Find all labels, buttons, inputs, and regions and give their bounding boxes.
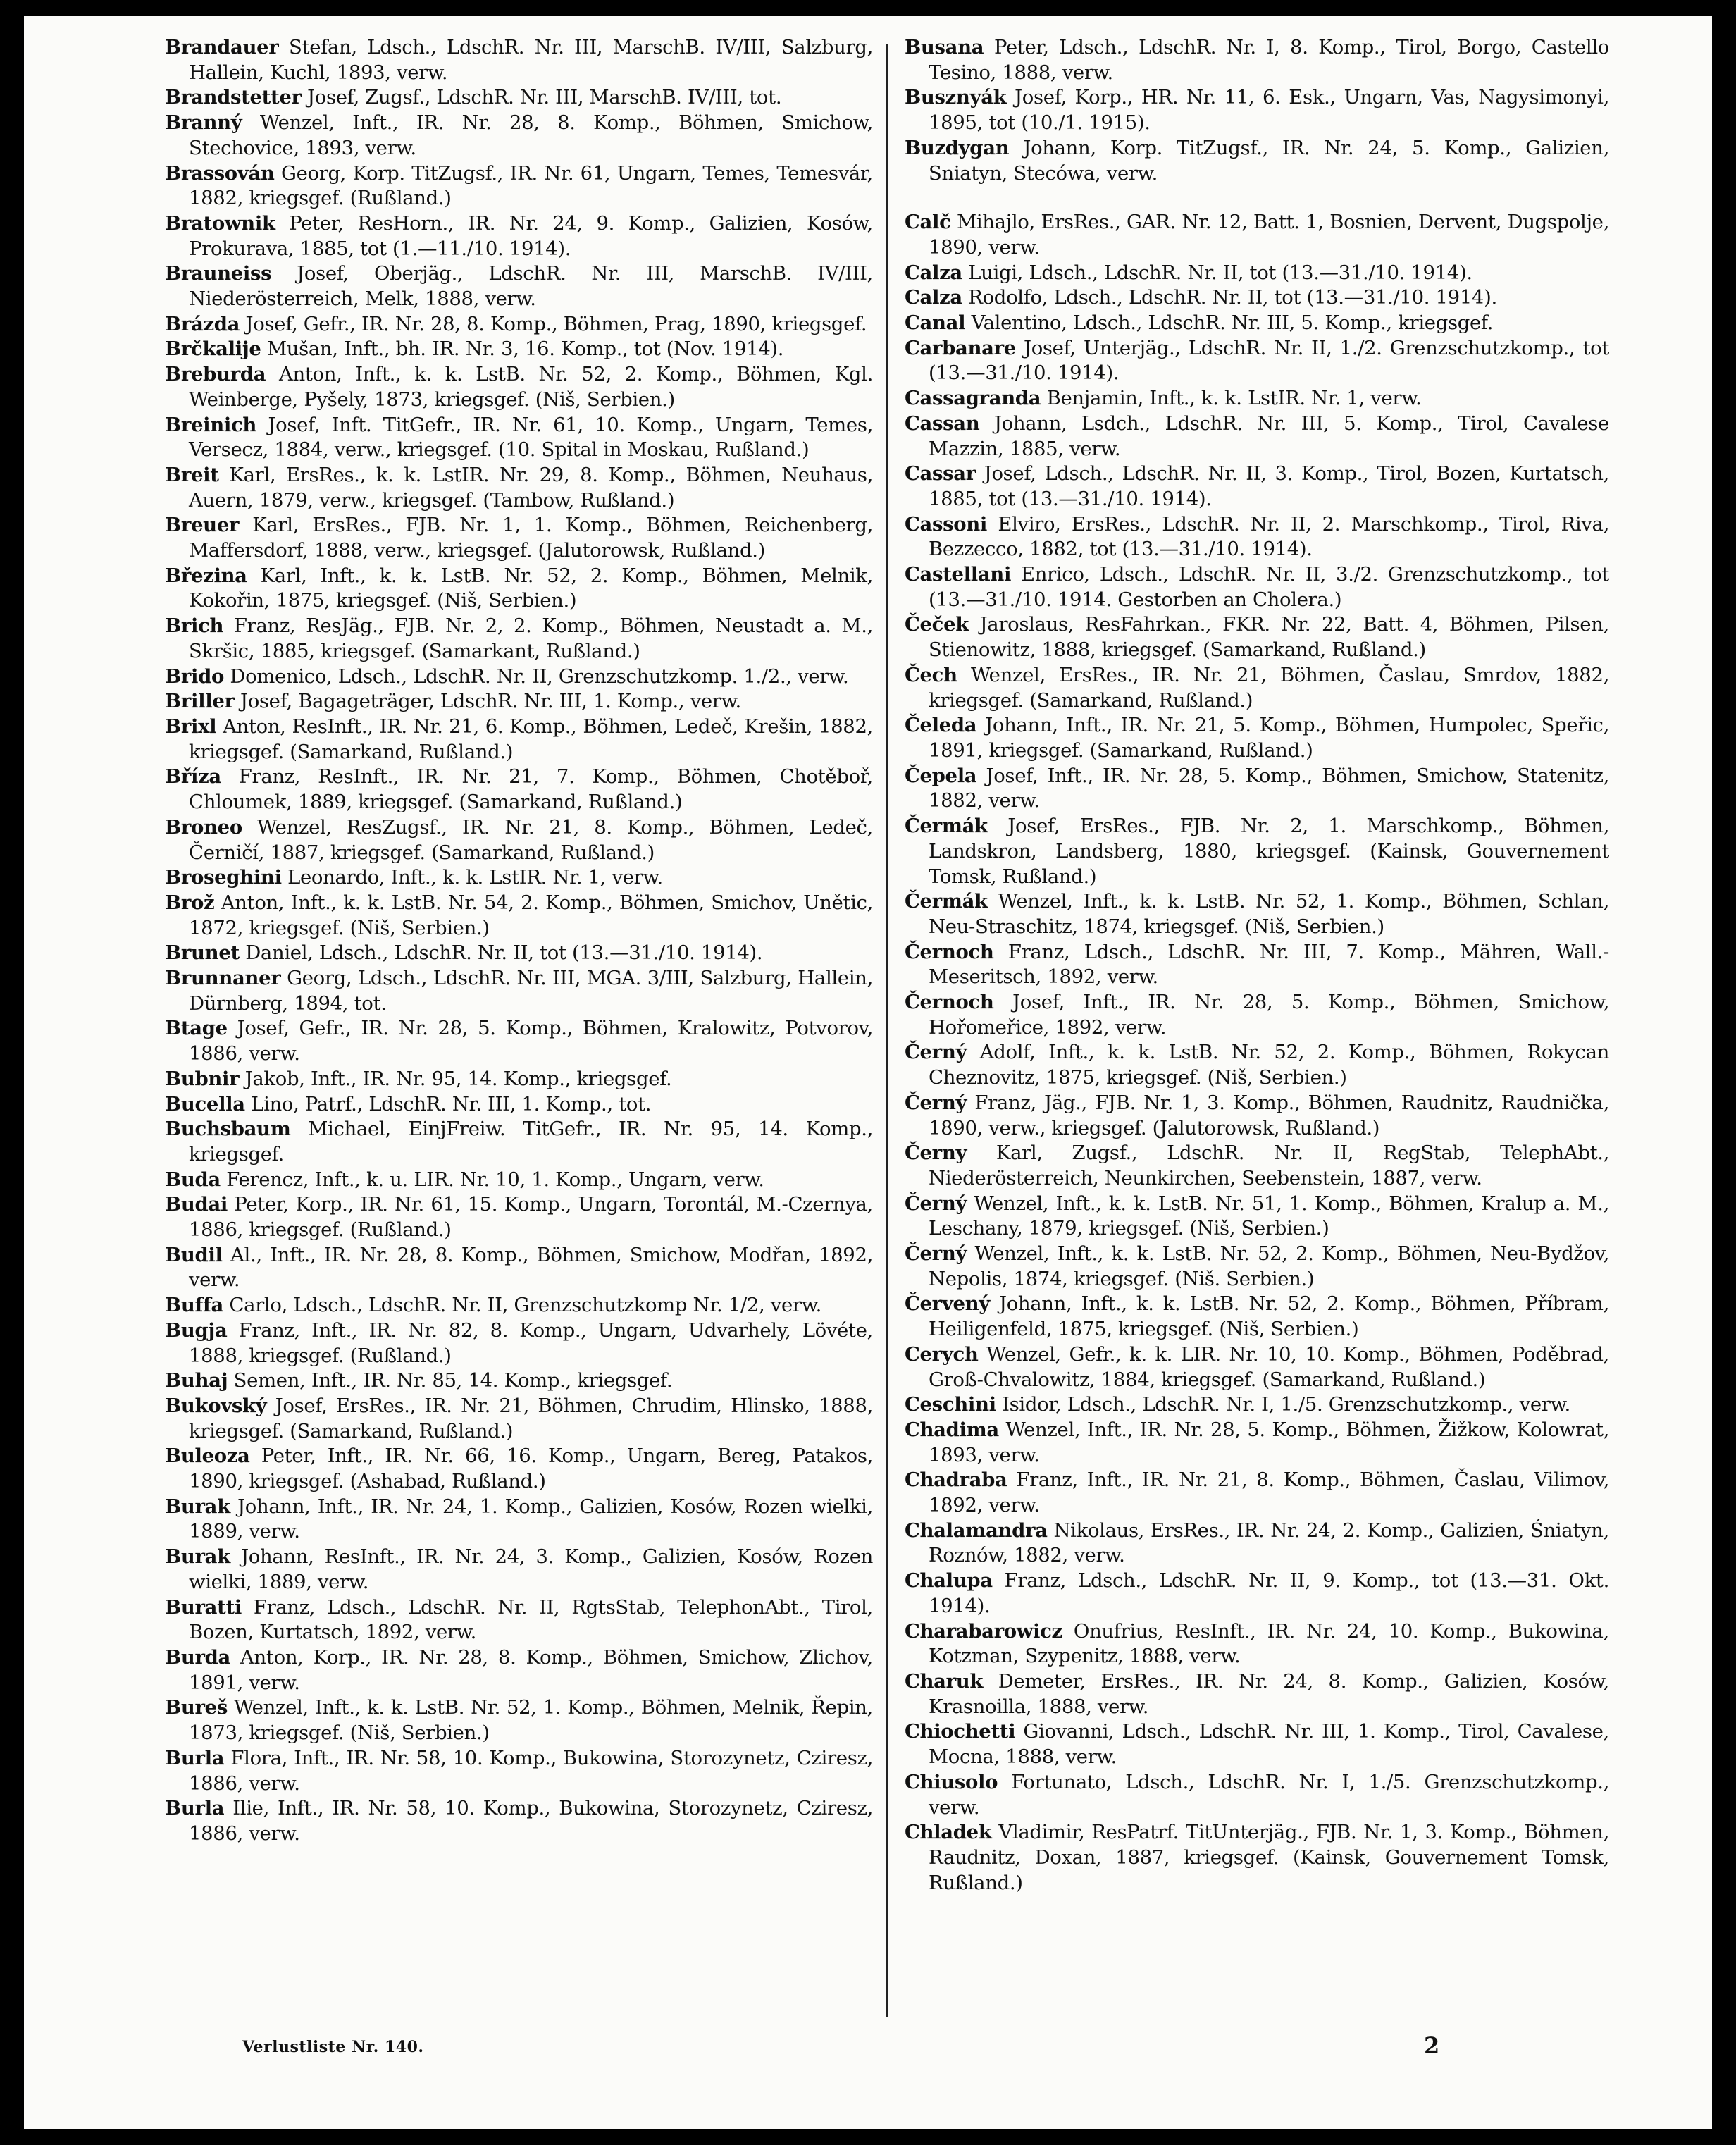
surname: Cassan (905, 412, 980, 435)
casualty-entry (165, 1394, 873, 1444)
entry-details: Ilie, Inft., IR. Nr. 58, 10. Komp., Bukowina, Storozynetz, Cziresz, 1886, verw. (189, 1797, 873, 1845)
casualty-entry (905, 663, 1609, 713)
surname: Černoch (905, 991, 994, 1014)
surname: Brandauer (165, 36, 279, 58)
casualty-entry (905, 764, 1609, 814)
casualty-entry (165, 815, 873, 865)
casualty-entry (165, 1168, 873, 1193)
surname: Brázda (165, 312, 240, 335)
surname: Brčkalije (165, 338, 261, 361)
casualty-entry (905, 285, 1609, 311)
entry-details: Karl, Zugsf., LdschR. Nr. II, RegStab, TelephAbt., Niederösterreich, Neunkirchen, Seebenstein, 1887, verw. (929, 1142, 1609, 1189)
casualty-entry (165, 1117, 873, 1167)
casualty-entry (905, 35, 1609, 85)
entry-details: Semen, Inft., IR. Nr. 85, 14. Komp., kriegsgef. (233, 1369, 673, 1392)
casualty-entry (905, 311, 1609, 336)
entry-details: Leonardo, Inft., k. k. LstIR. Nr. 1, verw. (287, 866, 663, 889)
surname: Burak (165, 1495, 230, 1518)
entry-details: Nikolaus, ErsRes., IR. Nr. 24, 2. Komp., Galizien, Śniatyn, Roznów, 1882, verw. (929, 1519, 1609, 1567)
entry-details: Michael, EinjFreiw. TitGefr., IR. Nr. 95, 14. Komp., kriegsgef. (189, 1118, 873, 1166)
entry-details: Peter, Korp., IR. Nr. 61, 15. Komp., Ungarn, Torontál, M.-Czernya, 1886, kriegsgef. (Rußland.) (189, 1193, 873, 1242)
casualty-entry (905, 990, 1609, 1040)
entry-details: Wenzel, Inft., k. k. LstB. Nr. 52, 1. Komp., Böhmen, Melnik, Řepin, 1873, kriegsgef. (Niš, Serbien.) (189, 1696, 873, 1745)
casualty-entry (905, 261, 1609, 286)
surname: Bugja (165, 1318, 228, 1342)
casualty-entry (905, 1141, 1609, 1191)
surname: Burda (165, 1646, 231, 1669)
entry-details: Flora, Inft., IR. Nr. 58, 10. Komp., Bukowina, Storozynetz, Cziresz, 1886, verw. (189, 1746, 873, 1795)
casualty-entry (905, 1342, 1609, 1392)
surname: Calza (905, 261, 962, 284)
surname: Busznyák (905, 86, 1007, 109)
surname: Buchsbaum (165, 1118, 291, 1141)
entry-details: Josef, Bagageträger, LdschR. Nr. III, 1. Komp., verw. (240, 690, 741, 713)
entry-details: Franz, Inft., IR. Nr. 82, 8. Komp., Ungarn, Udvarhely, Lövéte, 1888, kriegsgef. (Rußland.) (189, 1318, 873, 1367)
entry-details: Karl, Inft., k. k. LstB. Nr. 52, 2. Komp., Böhmen, Melnik, Kokořin, 1875, kriegsgef. (Niš, Serbien.) (189, 564, 873, 612)
casualty-entry (165, 211, 873, 261)
entry-details: Franz, ResJäg., FJB. Nr. 2, 2. Komp., Böhmen, Neustadt a. M., Skršic, 1885, kriegsgef. (Samarkant, Rußland.) (189, 614, 873, 662)
entry-details: Franz, Ldsch., LdschR. Nr. II, 9. Komp., tot (13.—31. Okt. 1914). (929, 1569, 1609, 1617)
surname: Charabarowicz (905, 1619, 1062, 1643)
casualty-entry (905, 1192, 1609, 1242)
casualty-entry (165, 1595, 873, 1645)
entry-details: Georg, Ldsch., LdschR. Nr. III, MGA. 3/III, Salzburg, Hallein, Dürnberg, 1894, tot. (189, 967, 873, 1015)
casualty-entry (165, 614, 873, 664)
entry-details: Johann, Inft., IR. Nr. 21, 5. Komp., Böhmen, Humpolec, Speřic, 1891, kriegsgef. (Samarkand, Rußland.) (929, 714, 1609, 762)
entry-details: Enrico, Ldsch., LdschR. Nr. II, 3./2. Grenzschutzkomp., tot (13.—31./10. 1914. Gestorben an Cholera.) (929, 563, 1609, 611)
entry-details: Onufrius, ResInft., IR. Nr. 24, 10. Komp., Bukowina, Kotzman, Szypenitz, 1888, verw. (929, 1619, 1609, 1668)
surname: Broseghini (165, 866, 282, 889)
surname: Černoch (905, 940, 994, 963)
column-divider (886, 44, 888, 2017)
surname: Budil (165, 1243, 223, 1266)
surname: Branný (165, 111, 242, 135)
entry-details: Karl, ErsRes., k. k. LstIR. Nr. 29, 8. Komp., Böhmen, Neuhaus, Auern, 1879, verw., kriegsgef. (Tambow, Rußland.) (189, 463, 873, 512)
surname: Brunet (165, 941, 240, 965)
entry-details: Peter, Ldsch., LdschR. Nr. I, 8. Komp., Tirol, Borgo, Castello Tesino, 1888, verw. (929, 36, 1609, 84)
entry-details: Karl, ErsRes., FJB. Nr. 1, 1. Komp., Böhmen, Reichenberg, Maffersdorf, 1888, verw., kriegsgef. (Jalutorowsk, Rußland.) (189, 514, 873, 562)
entry-details: Anton, Inft., k. k. LstB. Nr. 54, 2. Komp., Böhmen, Smichov, Unětic, 1872, kriegsgef. (Niš, Serbien.) (189, 891, 873, 939)
surname: Burla (165, 1797, 225, 1820)
casualty-entry (165, 1545, 873, 1595)
entry-details: Josef, Oberjäg., LdschR. Nr. III, MarschB. IV/III, Niederösterreich, Melk, 1888, verw. (189, 262, 873, 311)
surname: Cerych (905, 1342, 979, 1366)
surname: Buratti (165, 1595, 242, 1619)
entry-details: Wenzel, Inft., IR. Nr. 28, 8. Komp., Böhmen, Smichow, Stechovice, 1893, verw. (189, 111, 873, 159)
surname: Burla (165, 1746, 225, 1769)
casualty-entry (165, 1695, 873, 1745)
entry-details: Benjamin, Inft., k. k. LstIR. Nr. 1, verw. (1046, 387, 1422, 410)
casualty-entry (905, 412, 1609, 462)
surname: Buffa (165, 1294, 223, 1317)
casualty-entry (165, 1192, 873, 1242)
casualty-entry (165, 1092, 873, 1118)
entry-details: Daniel, Ldsch., LdschR. Nr. II, tot (13.—31./10. 1914). (245, 941, 763, 965)
entry-details: Wenzel, ErsRes., IR. Nr. 21, Böhmen, Časlau, Smrdov, 1882, kriegsgef. (Samarkand, Rußland.) (929, 663, 1609, 712)
surname: Chiusolo (905, 1770, 998, 1793)
entry-details: Josef, Korp., HR. Nr. 11, 6. Esk., Ungarn, Vas, Nagysimonyi, 1895, tot (10./1. 1915). (929, 86, 1609, 135)
casualty-entry (905, 1392, 1609, 1418)
entry-details: Josef, Inft., IR. Nr. 28, 5. Komp., Böhmen, Smichow, Statenitz, 1882, verw. (929, 764, 1609, 812)
entry-details: Isidor, Ldsch., LdschR. Nr. I, 1./5. Grenzschutzkomp., verw. (1002, 1393, 1570, 1416)
entry-details: Giovanni, Ldsch., LdschR. Nr. III, 1. Komp., Tirol, Cavalese, Mocna, 1888, verw. (929, 1720, 1609, 1769)
entry-details: Peter, ResHorn., IR. Nr. 24, 9. Komp., Galizien, Kosów, Prokurava, 1885, tot (1.—11./10. 1914). (189, 211, 873, 260)
surname: Buhaj (165, 1369, 228, 1392)
entry-details: Franz, Jäg., FJB. Nr. 1, 3. Komp., Böhmen, Raudnitz, Raudnička, 1890, verw., kriegsgef. (Jalutorowsk, Rußland.) (929, 1091, 1609, 1139)
entry-details: Anton, Inft., k. k. LstB. Nr. 52, 2. Komp., Böhmen, Kgl. Weinberge, Pyšely, 1873, kriegsgef. (Niš, Serbien.) (189, 363, 873, 411)
surname: Chalupa (905, 1569, 993, 1593)
casualty-entry (905, 210, 1609, 260)
entry-details: Johann, ResInft., IR. Nr. 24, 3. Komp., Galizien, Kosów, Rozen wielki, 1889, verw. (189, 1545, 873, 1593)
surname: Černý (905, 1242, 967, 1266)
surname: Breuer (165, 514, 240, 537)
casualty-entry (165, 865, 873, 891)
casualty-entry (165, 463, 873, 513)
surname: Bratownik (165, 211, 275, 235)
surname: Chadraba (905, 1469, 1008, 1492)
entry-details: Johann, Inft., k. k. LstB. Nr. 52, 2. Komp., Böhmen, Příbram, Heiligenfeld, 1875, kriegsgef. (Niš, Serbien.) (929, 1292, 1609, 1341)
casualty-entry (165, 1495, 873, 1545)
entry-details: Adolf, Inft., k. k. LstB. Nr. 52, 2. Komp., Böhmen, Rokycan Cheznovitz, 1875, kriegsgef. (Niš, Serbien.) (929, 1041, 1609, 1089)
casualty-entry (165, 413, 873, 463)
surname: Breburda (165, 363, 266, 386)
entry-details: Mušan, Inft., bh. IR. Nr. 3, 16. Komp., tot (Nov. 1914). (266, 338, 784, 361)
entry-details: Anton, ResInft., IR. Nr. 21, 6. Komp., Böhmen, Ledeč, Krešin, 1882, kriegsgef. (Samarkand, Rußland.) (189, 715, 873, 763)
surname: Brož (165, 891, 215, 914)
casualty-entry (905, 386, 1609, 412)
footer-list-number: Verlustliste Nr. 140. (242, 2038, 424, 2056)
surname: Buda (165, 1168, 221, 1191)
entry-details: Fortunato, Ldsch., LdschR. Nr. I, 1./5. Grenzschutzkomp., verw. (929, 1770, 1609, 1819)
entry-details: Wenzel, ResZugsf., IR. Nr. 21, 8. Komp., Böhmen, Ledeč, Černičí, 1887, kriegsgef. (Samarkand, Rußland.) (189, 815, 873, 864)
casualty-entry (905, 562, 1609, 612)
surname: Černý (905, 1192, 967, 1215)
casualty-entry (165, 1796, 873, 1846)
casualty-entry (905, 1292, 1609, 1342)
surname: Cassoni (905, 512, 988, 536)
surname: Čeleda (905, 714, 977, 737)
surname: Bříza (165, 765, 221, 789)
entry-details: Lino, Patrf., LdschR. Nr. III, 1. Komp., tot. (251, 1092, 652, 1115)
surname: Černý (905, 1041, 967, 1064)
casualty-entry (905, 713, 1609, 763)
surname: Černy (905, 1142, 967, 1165)
casualty-entry (165, 337, 873, 362)
surname: Briller (165, 690, 235, 713)
surname: Canal (905, 311, 966, 335)
entry-details: Josef, Gefr., IR. Nr. 28, 5. Komp., Böhmen, Kralowitz, Potvorov, 1886, verw. (189, 1017, 873, 1065)
surname: Btage (165, 1017, 228, 1040)
casualty-entry (165, 161, 873, 211)
entry-details: Franz, Inft., IR. Nr. 21, 8. Komp., Böhmen, Časlau, Vilimov, 1892, verw. (929, 1469, 1609, 1517)
surname: Ceschini (905, 1393, 996, 1416)
entry-details: Josef, Gefr., IR. Nr. 28, 8. Komp., Böhmen, Prag, 1890, kriegsgef. (245, 312, 867, 335)
casualty-entry (165, 1645, 873, 1695)
casualty-entry (165, 35, 873, 85)
surname: Calč (905, 211, 951, 234)
surname: Čepela (905, 764, 977, 787)
entry-details: Josef, Unterjäg., LdschR. Nr. II, 1./2. Grenzschutzkomp., tot (13.—31./10. 1914). (929, 336, 1609, 385)
casualty-entry (165, 664, 873, 690)
entry-details: Domenico, Ldsch., LdschR. Nr. II, Grenzschutzkomp. 1./2., verw. (230, 664, 849, 688)
surname: Cassagranda (905, 387, 1041, 410)
surname: Breit (165, 463, 219, 486)
page-number: 2 (1424, 2032, 1440, 2059)
casualty-entry (165, 513, 873, 563)
entry-details: Anton, Korp., IR. Nr. 28, 8. Komp., Böhmen, Smichow, Zlichov, 1891, verw. (189, 1646, 873, 1694)
surname: Charuk (905, 1670, 984, 1693)
left-column (165, 35, 873, 2015)
surname: Buzdygan (905, 136, 1010, 159)
casualty-entry (905, 1519, 1609, 1569)
surname: Bukovský (165, 1394, 267, 1417)
entry-details: Josef, ErsRes., FJB. Nr. 2, 1. Marschkomp., Böhmen, Landskron, Landsberg, 1880, kriegsgef. (Kainsk, Gouvernement Tomsk, Rußland.) (929, 815, 1609, 888)
casualty-entry (905, 462, 1609, 512)
surname: Březina (165, 564, 247, 587)
surname: Brauneiss (165, 262, 272, 285)
entry-details: Wenzel, Inft., k. k. LstB. Nr. 52, 2. Komp., Böhmen, Neu-Bydžov, Nepolis, 1874, kriegsgef. (Niš. Serbien.) (929, 1242, 1609, 1290)
casualty-entry (165, 1444, 873, 1494)
entry-details: Wenzel, Gefr., k. k. LIR. Nr. 10, 10. Komp., Böhmen, Poděbrad, Groß-Chvalowitz, 1884, kriegsgef. (Samarkand, Rußland.) (929, 1342, 1609, 1391)
casualty-entry (905, 889, 1609, 939)
surname: Brassován (165, 161, 275, 185)
casualty-entry (905, 814, 1609, 889)
entry-details: Georg, Korp. TitZugsf., IR. Nr. 61, Ungarn, Temes, Temesvár, 1882, kriegsgef. (Rußland.) (189, 161, 873, 210)
casualty-entry (905, 1719, 1609, 1769)
surname: Brixl (165, 715, 217, 738)
surname: Cassar (905, 462, 976, 486)
casualty-entry (905, 940, 1609, 990)
casualty-entry (905, 1569, 1609, 1619)
surname: Chadima (905, 1418, 999, 1441)
casualty-entry (905, 612, 1609, 662)
surname: Čermák (905, 815, 988, 838)
casualty-entry (905, 1091, 1609, 1141)
casualty-entry (905, 1242, 1609, 1292)
entry-details: Mihajlo, ErsRes., GAR. Nr. 12, Batt. 1, Bosnien, Dervent, Dugspolje, 1890, verw. (929, 211, 1609, 259)
casualty-entry (165, 362, 873, 412)
entry-details: Franz, Ldsch., LdschR. Nr. II, RgtsStab, TelephonAbt., Tirol, Bozen, Kurtatsch, 1892, verw. (189, 1595, 873, 1644)
casualty-entry (905, 1418, 1609, 1468)
surname: Červený (905, 1292, 990, 1316)
entry-details: Franz, ResInft., IR. Nr. 21, 7. Komp., Böhmen, Chotěboř, Chloumek, 1889, kriegsgef. (Samarkand, Rußland.) (189, 765, 873, 814)
surname: Burak (165, 1545, 230, 1569)
surname: Bucella (165, 1092, 245, 1115)
surname: Breinich (165, 413, 257, 436)
surname: Bubnir (165, 1067, 240, 1090)
entry-details: Josef, ErsRes., IR. Nr. 21, Böhmen, Chrudim, Hlinsko, 1888, kriegsgef. (Samarkand, Rußland.) (189, 1394, 873, 1442)
surname: Carbanare (905, 336, 1016, 359)
surname: Čech (905, 663, 957, 686)
casualty-entry (905, 1770, 1609, 1820)
entry-details: Franz, Ldsch., LdschR. Nr. III, 7. Komp., Mähren, Wall.-Meseritsch, 1892, verw. (929, 940, 1609, 989)
entry-details: Wenzel, Inft., k. k. LstB. Nr. 52, 1. Komp., Böhmen, Schlan, Neu-Straschitz, 1874, kriegsgef. (Niš, Serbien.) (929, 890, 1609, 938)
entry-details: Demeter, ErsRes., IR. Nr. 24, 8. Komp., Galizien, Kosów, Krasnoilla, 1888, verw. (929, 1670, 1609, 1718)
entry-details: Carlo, Ldsch., LdschR. Nr. II, Grenzschutzkomp Nr. 1/2, verw. (229, 1294, 822, 1317)
surname: Busana (905, 36, 984, 58)
casualty-entry (905, 85, 1609, 135)
casualty-entry (165, 85, 873, 111)
entry-details: Al., Inft., IR. Nr. 28, 8. Komp., Böhmen, Smichow, Modřan, 1892, verw. (189, 1243, 873, 1292)
entry-details: Johann, Korp. TitZugsf., IR. Nr. 24, 5. Komp., Galizien, Sniatyn, Stecówa, verw. (929, 136, 1609, 185)
casualty-entry (165, 1746, 873, 1796)
surname: Brunnaner (165, 967, 281, 990)
surname: Chladek (905, 1821, 992, 1844)
casualty-entry (905, 512, 1609, 562)
entry-details: Johann, Lsdch., LdschR. Nr. III, 5. Komp., Tirol, Cavalese Mazzin, 1885, verw. (929, 412, 1609, 460)
casualty-entry (165, 715, 873, 765)
casualty-entry (905, 136, 1609, 186)
casualty-entry (905, 1040, 1609, 1090)
casualty-entry (165, 1293, 873, 1318)
entry-details: Josef, Zugsf., LdschR. Nr. III, MarschB. IV/III, tot. (307, 86, 782, 109)
casualty-entry (165, 689, 873, 715)
casualty-entry (165, 111, 873, 161)
entry-details: Peter, Inft., IR. Nr. 66, 16. Komp., Ungarn, Bereg, Patakos, 1890, kriegsgef. (Ashabad, Rußland.) (189, 1445, 873, 1493)
casualty-entry (165, 1368, 873, 1394)
surname: Brido (165, 664, 224, 688)
entry-details: Valentino, Ldsch., LdschR. Nr. III, 5. Komp., kriegsgef. (971, 311, 1494, 335)
casualty-entry (165, 312, 873, 338)
surname: Čermák (905, 890, 988, 913)
casualty-entry (165, 1318, 873, 1368)
entry-details: Ferencz, Inft., k. u. LIR. Nr. 10, 1. Komp., Ungarn, verw. (226, 1168, 764, 1191)
surname: Čeček (905, 613, 969, 636)
surname: Chalamandra (905, 1519, 1048, 1542)
surname: Buleoza (165, 1445, 250, 1468)
surname: Budai (165, 1193, 228, 1216)
casualty-entry (165, 941, 873, 966)
entry-details: Jakob, Inft., IR. Nr. 95, 14. Komp., kriegsgef. (244, 1067, 672, 1090)
entry-details: Wenzel, Inft., k. k. LstB. Nr. 51, 1. Komp., Böhmen, Kralup a. M., Leschany, 1879, kriegsgef. (Niš, Serbien.) (929, 1192, 1609, 1240)
surname: Černý (905, 1091, 967, 1114)
casualty-entry (165, 891, 873, 941)
entry-details: Josef, Ldsch., LdschR. Nr. II, 3. Komp., Tirol, Bozen, Kurtatsch, 1885, tot (13.—31./10. 1914). (929, 462, 1609, 510)
casualty-entry (165, 765, 873, 815)
entry-details: Vladimir, ResPatrf. TitUnterjäg., FJB. Nr. 1, 3. Komp., Böhmen, Raudnitz, Doxan, 1887, kriegsgef. (Kainsk, Gouvernement Tomsk, Rußland.) (929, 1821, 1609, 1894)
surname: Chiochetti (905, 1720, 1016, 1743)
casualty-entry (165, 1067, 873, 1092)
surname: Bureš (165, 1696, 228, 1719)
surname: Brandstetter (165, 86, 302, 109)
casualty-entry (905, 336, 1609, 386)
casualty-entry (905, 1619, 1609, 1669)
surname: Broneo (165, 815, 242, 839)
right-column (905, 35, 1609, 2015)
casualty-entry (905, 1468, 1609, 1518)
entry-details: Elviro, ErsRes., LdschR. Nr. II, 2. Marschkomp., Tirol, Riva, Bezzecco, 1882, tot (13.—31./10. 1914). (929, 512, 1609, 561)
casualty-entry (165, 564, 873, 614)
surname: Castellani (905, 563, 1012, 586)
entry-details: Jaroslaus, ResFahrkan., FKR. Nr. 22, Batt. 4, Böhmen, Pilsen, Stienowitz, 1888, kriegsgef. (Samarkand, Rußland.) (929, 613, 1609, 662)
entry-details: Stefan, Ldsch., LdschR. Nr. III, MarschB. IV/III, Salzburg, Hallein, Kuchl, 1893, verw. (189, 36, 873, 84)
entry-details: Josef, Inft. TitGefr., IR. Nr. 61, 10. Komp., Ungarn, Temes, Versecz, 1884, verw., kriegsgef. (10. Spital in Moskau, Rußland.) (189, 413, 873, 462)
entry-details: Wenzel, Inft., IR. Nr. 28, 5. Komp., Böhmen, Žižkow, Kolowrat, 1893, verw. (929, 1418, 1609, 1466)
casualty-entry (165, 1016, 873, 1066)
casualty-entry (165, 261, 873, 311)
surname: Calza (905, 286, 962, 309)
entry-details: Johann, Inft., IR. Nr. 24, 1. Komp., Galizien, Kosów, Rozen wielki, 1889, verw. (189, 1495, 873, 1543)
casualty-entry (165, 1243, 873, 1293)
entry-details: Luigi, Ldsch., LdschR. Nr. II, tot (13.—31./10. 1914). (968, 261, 1472, 284)
surname: Brich (165, 614, 224, 638)
entry-details: Josef, Inft., IR. Nr. 28, 5. Komp., Böhmen, Smichow, Hořomeřice, 1892, verw. (929, 991, 1609, 1039)
casualty-entry (905, 1669, 1609, 1719)
casualty-entry (165, 966, 873, 1016)
casualty-entry (905, 1820, 1609, 1896)
entry-details: Rodolfo, Ldsch., LdschR. Nr. II, tot (13.—31./10. 1914). (968, 286, 1497, 309)
